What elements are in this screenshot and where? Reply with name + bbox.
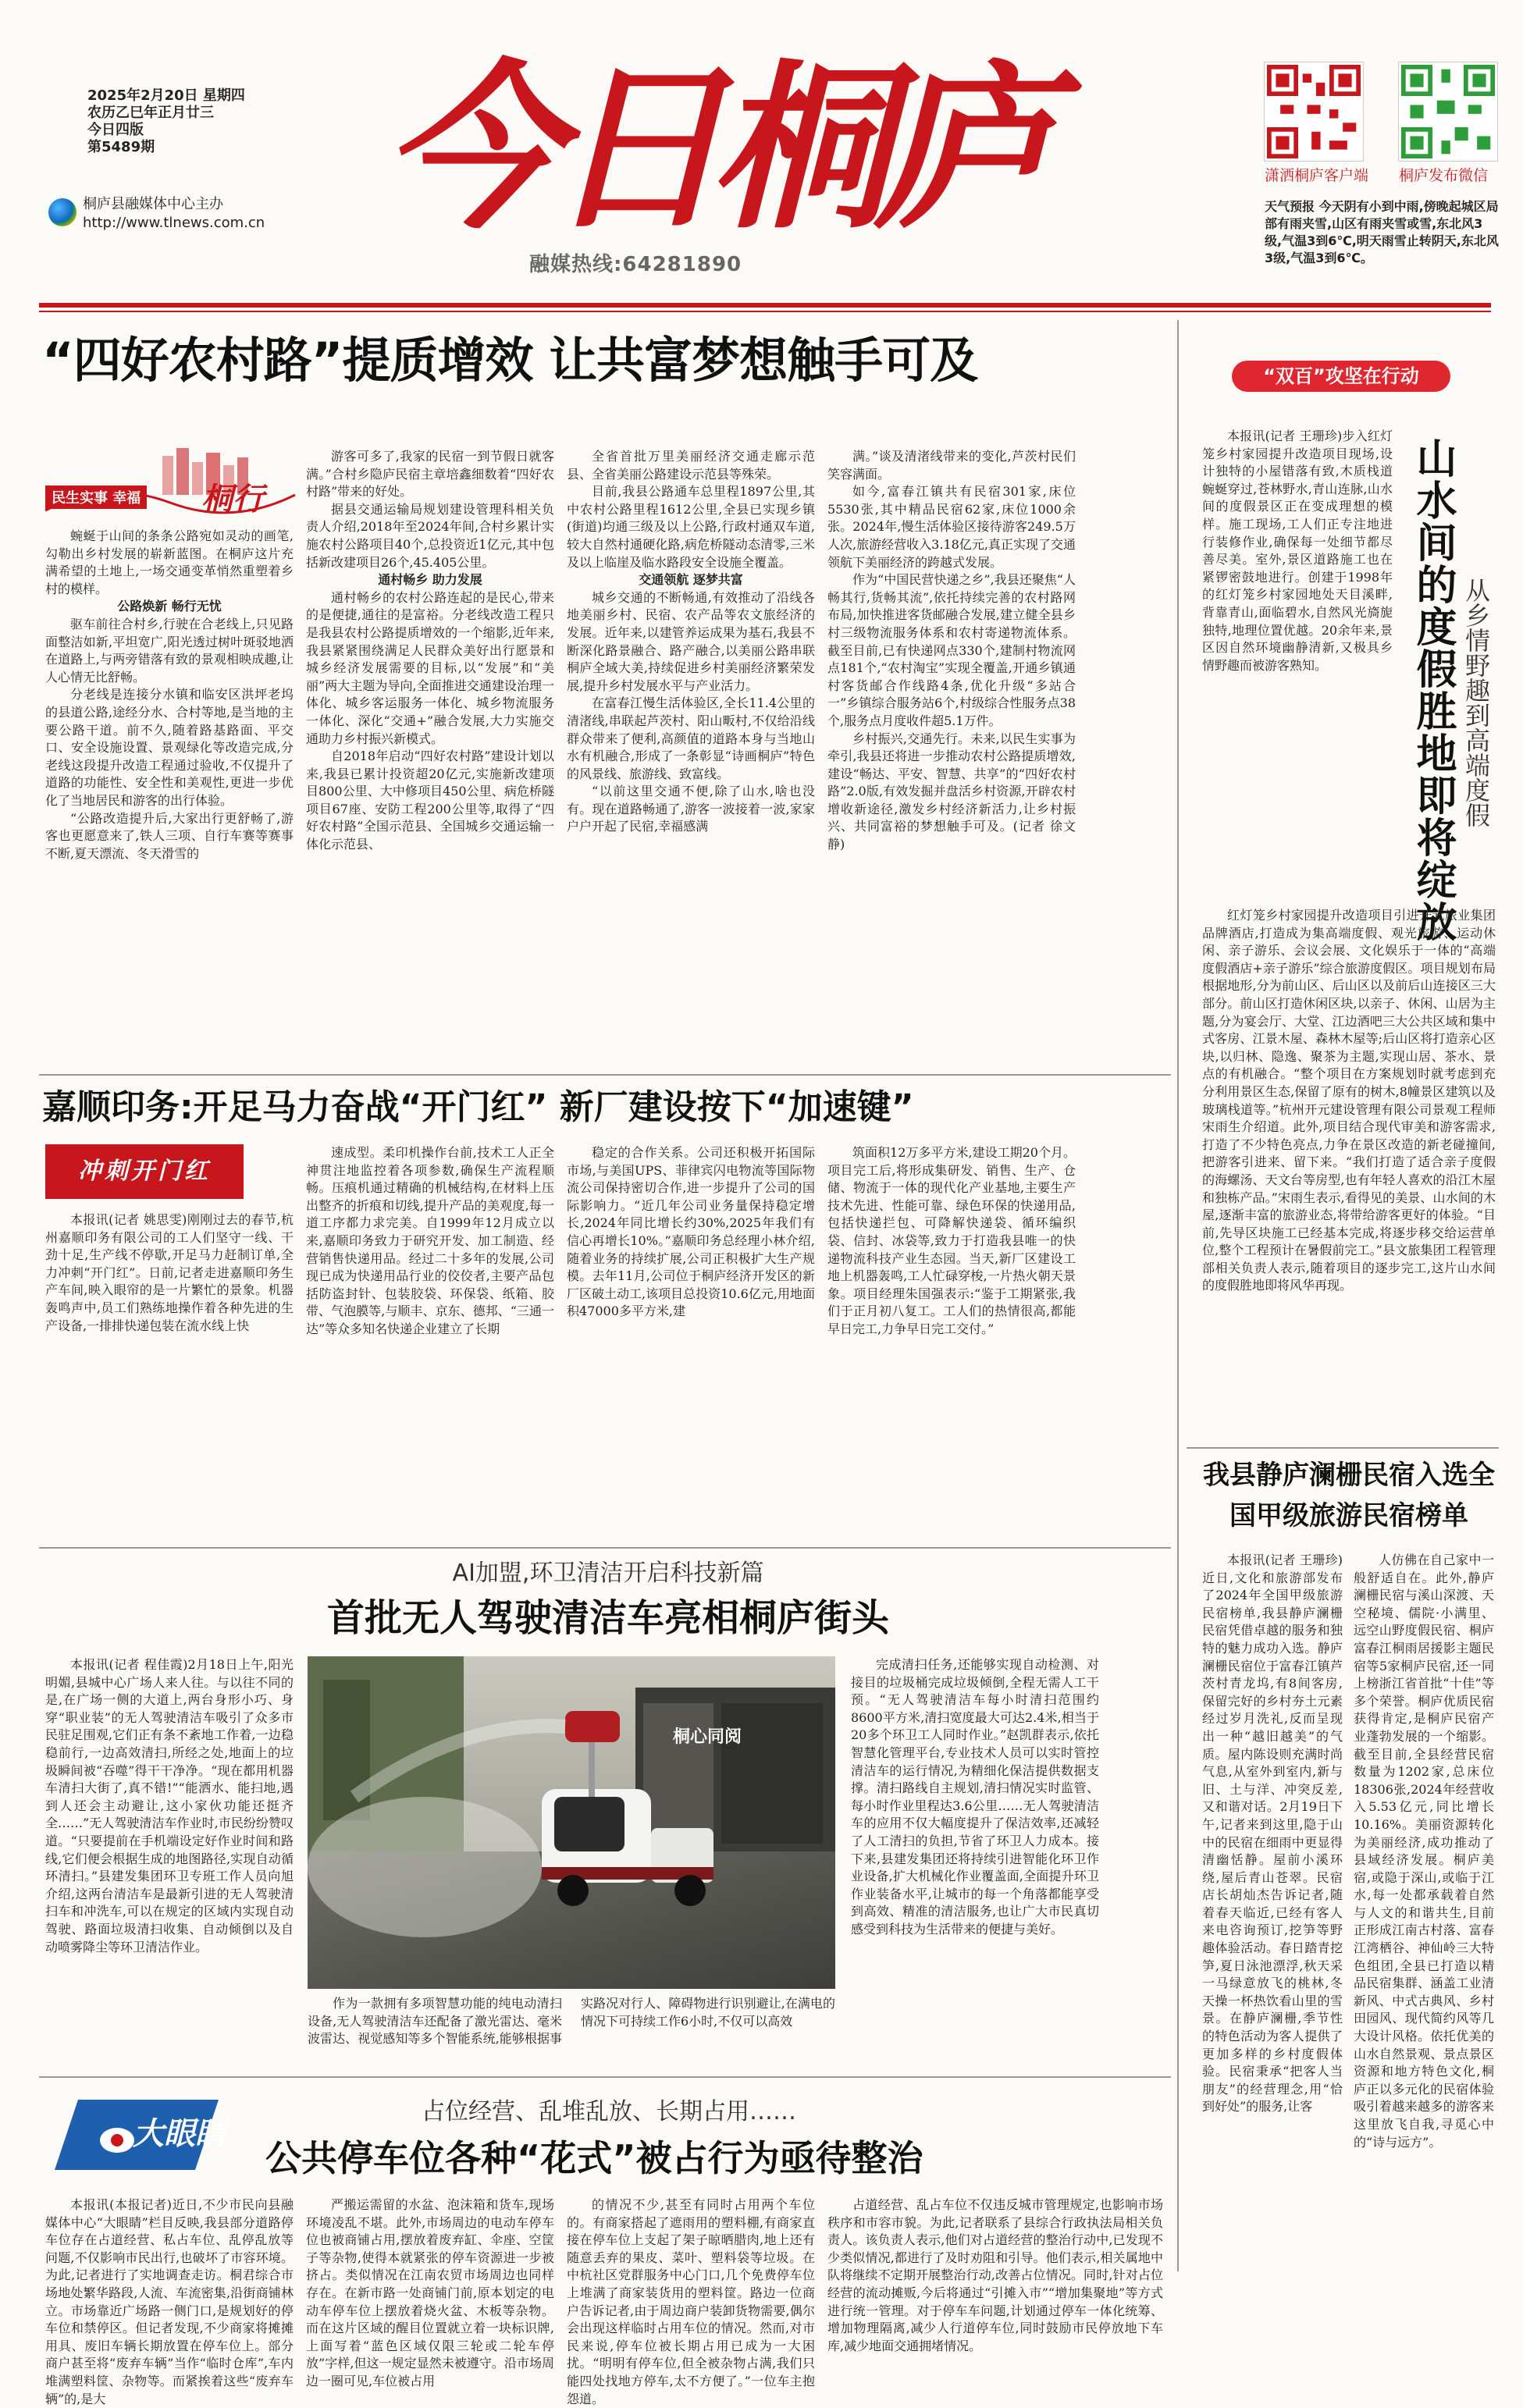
newspaper-title (375, 31, 1046, 258)
section-divider (1187, 1447, 1499, 1449)
paragraph: 筑面积12万多平方米,建设工期20个月。项目完工后,将形成集研发、销售、生产、仓储、物流于一体的现代化产业基地,主要生产技术先进、性能可靠、绿色环保的快递用品,包括快递拦包、可降解快递袋、循环编织袋、信封、冰袋等,致力于打造我县唯一的快递物流科技产业生态园。当天,新厂区建设工地上机器轰鸣,工人忙碌穿梭,一片热火朝天景象。项目经理朱国强表示:“鉴于工期紧张,我们于正月初八复工。工人们的热情很高,都能早日完工,力争早日完工交付。” (827, 1145, 1076, 1336)
article3-col2 (306, 1144, 554, 1539)
paragraph: 如今,富春江镇共有民宿301家,床位5530张,其中精品民宿62家,床位1000余张。2024年,慢生活体验区接待游客249.5万人次,旅游经营收入3.18亿元,真正实现了交通领航下美丽经济的跨越式发展。 (827, 484, 1076, 570)
sponsor-block (48, 195, 265, 233)
cleaning-vehicle-photo (308, 1656, 835, 1989)
subheading: 公路焕新 畅行无忧 (117, 599, 222, 614)
article3-badge (45, 1144, 244, 1199)
paragraph: 本报讯(记者 王珊珍)步入红灯笼乡村家园提升改造项目现场,设计独特的小屋错落有致,木质栈道蜿蜒穿过,苍林野水,青山连脉,山水间的度假景区正在变成理想的模样。施工现场,工人们正专注地进行装修作业,确保每一处细节都尽善尽美。室外,景区道路施工也在紧锣密鼓地进行。创建于1998年的红灯笼乡村家园地处天目溪畔,背靠青山,面临碧水,自然风光旖旎独特,地理位置优越。20余年来,景区因自然环境幽静清新,又极具乡情野趣而被游客熟知。 (1202, 429, 1393, 673)
media-center-logo-icon (48, 198, 77, 226)
section-divider (39, 1547, 1171, 1549)
section-divider (39, 2076, 1171, 2078)
article6-col2 (306, 2196, 554, 2388)
article1-col1 (45, 528, 294, 1066)
paragraph: 本报讯(记者 程佳霞)2月18日上午,阳光明媚,县城中心广场人来人往。与以往不同的是,在广场一侧的大道上,两台身形小巧、身穿“职业装”的无人驾驶清洁车吸引了众多市民驻足围观,它们正有条不紊地工作着,一边稳稳前行,一边高效清扫,所经之处,地面上的垃圾瞬间被“吞噬”得干干净净。“现在都用机器车清扫大街了,真不错!”“能洒水、能扫地,遇到人还会主动避让,这小家伙功能还挺齐全……”无人驾驶清洁车作业时,市民纷纷赞叹道。“只要提前在手机端设定好作业时间和路线,它们便会根据生成的地图路径,实现自动循环清扫。”县建发集团环卫专班工作人员向旭介绍,这两台清洁车是最新引进的无人驾驶清扫车和冲洗车,可以在规定的区域内实现自动驾驶、路面垃圾清扫收集、自动倾倒以及自动喷雾降尘等环卫清洁作业。 (45, 1657, 294, 1954)
lunar-date: 农历乙巳年正月廿三 (87, 105, 214, 121)
badge-label: 大眼睛 (133, 2116, 226, 2152)
paragraph: 本报讯(记者 姚思雯)刚刚过去的春节,杭州嘉顺印务有限公司的工人们坚守一线、干劲十足,生产线不停歇,开足马力赶制订单,全力冲刺“开门红”。日前,记者走进嘉顺印务生产车间,映入眼帘的是一片繁忙的景象。机器轰鸣声中,员工们熟练地操作着各种先进的生产设备,一排排快递包装在流水线上快 (45, 1212, 294, 1333)
big-eyes-badge (47, 2092, 226, 2178)
newspaper-title-text: 今日桐庐 (383, 43, 1038, 254)
paragraph: 自2018年启动“四好农村路”建设计划以来,我县已累计投资超20亿元,实施新改建项目800公里、大中修项目450公里、病危桥隧项目67座、安防工程200公里等,取得了“四好农村路”全国示范县、全国城乡交通运输一体化示范县、 (306, 749, 554, 852)
paragraph: “公路改造提升后,大家出行更舒畅了,游客也更愿意来了,铁人三项、自行车赛等赛事不断,夏天漂流、冬天滑雪的 (45, 810, 294, 861)
paragraph: 本报讯(本报记者)近日,不少市民向县融媒体中心“大眼睛”栏目反映,我县部分道路停车位存在占道经营、私占车位、乱停乱放等问题,不仅影响市民出行,也破坏了市容环境。为此,记者进行了实地调查走访。桐君综合市场地处繁华路段,人流、车流密集,沿街商铺林立。市场靠近广场路一侧门口,是规划好的停车位和禁停区。但记者发现,不少商家将摊摊用具、废旧车辆长期放置在停车位上。部分商户甚至将“废弃车辆”当作“临时仓库”,车内堆满塑料筐、杂物等。而紧挨着这些“废弃车辆”的,是大 (45, 2197, 294, 2406)
article1-col2 (306, 448, 554, 1066)
column-divider (1177, 320, 1179, 2271)
qr-client-label: 潇洒桐庐客户端 (1265, 167, 1369, 184)
paragraph: 游客可多了,我家的民宿一到节假日就客满。”合村乡隐庐民宿主章培鑫细数着“四好农村路”带来的好处。 (306, 449, 554, 500)
website-link[interactable]: http://www.tlnews.com.cn (83, 215, 265, 231)
article3-col3 (567, 1144, 815, 1539)
paragraph: 速成型。柔印机操作台前,技术工人正全神贯注地监控着各项参数,确保生产流程顺畅。压痕机通过精确的机械结构,在材料上压出整齐的折痕和切线,提升产品的美观度,每一道工序都力求完美。自1999年12月成立以来,嘉顺印务致力于研究开发、加工制造、经营销售快递用品。经过二十多年的发展,公司现已成为快递用品行业的佼佼者,主要产品包括防盗封针、包装胶袋、环保袋、纸箱、胶带、气泡膜等,与顺丰、京东、德邦、“三通一达”等众多知名快递企业建立了长期 (306, 1145, 554, 1336)
paragraph: 稳定的合作关系。公司还积极开拓国际市场,与美国UPS、菲律宾闪电物流等国际物流公司保持密切合作,进一步提升了公司的国际影响力。“近几年公司业务量保持稳定增长,2024年同比增长约30%,2025年我们有信心再增长10%。”嘉顺印务总经理小林介绍,随着业务的持续扩展,公司正积极扩大生产规模。去年11月,公司位于桐庐经济开发区的新厂区破土动工,该项目总投资10.6亿元,用地面积47000多平方米,建 (567, 1145, 815, 1319)
weather-forecast: 天气预报 今天阴有小到中雨,傍晚起城区局部有雨夹雪,山区有雨夹雪或雪,东北风3级,气温3到6℃,明天雨雪止转阴天,东北风3级,气温3到6℃。 (1265, 199, 1499, 265)
article2-subhead: 从乡情野趣到高端度假 (1461, 578, 1491, 827)
paragraph: 乡村振兴,交通先行。未来,以民生实事为牵引,我县还将进一步推动农村公路提质增效,建设“畅达、平安、智慧、共享”的“四好农村路”2.0版,有效发掘并盘活乡村资源,开辟农村增收新途径,激发乡村经济新活力,让乡村振兴、共同富裕的梦想触手可及。(记者 徐文静) (827, 731, 1076, 852)
issue-number: 第5489期 (87, 139, 155, 155)
article4-headline[interactable]: 首批无人驾驶清洁车亮相桐庐街头 (326, 1596, 889, 1640)
badge-label: 民生实事 幸福 (45, 486, 147, 509)
paragraph: 人仿佛在自己家中一般舒适自在。此外,静庐澜栅民宿与溪山深渡、天空秘境、儒院·小满里、远空山野度假民宿、桐庐富春江桐雨居援影主题民宿等5家桐庐民宿,还一同上榜浙江省首批“十佳”等多个荣誉。桐庐优质民宿获得肯定,是桐庐民宿产业蓬勃发展的一个缩影。截至目前,全县经营民宿数量为1202家,总床位18306张,2024年经营收入5.53亿元,同比增长10.16%。美丽资源转化为美丽经济,成功推动了县域经济发展。桐庐美宿,或隐于深山,或临于江水,每一处都承载着自然与人文的和谐共生,目前正形成江南古村落、富春江湾栖谷、神仙岭三大特色组团,全县已打造以精品民宿集群、涵盖工业清新风、中式古典风、乡村田园风、现代简约风等几大设计风格。依托优美的山水自然景观、景点景区资源和地方特色文化,桐庐正以多元化的民宿体验吸引着越来越多的游客来这里放飞自我,寻觅心中的“诗与远方”。 (1354, 1553, 1494, 2150)
article6-headline[interactable]: 公共停车位各种“花式”被占行为亟待整治 (265, 2137, 923, 2179)
article6-col3 (567, 2196, 815, 2406)
paragraph: 据县交通运输局规划建设管理科相关负责人介绍,2018年至2024年间,合村乡累计实施农村公路项目40个,总投资近1亿元,其中包括新改建项目26个,45.405公里。 (306, 501, 554, 570)
section-badge: “双百”攻坚在行动 (1232, 361, 1450, 392)
newspaper-title-calligraphy-icon (375, 31, 1046, 258)
paragraph: 蜿蜒于山间的条条公路宛如灵动的画笔,勾勒出乡村发展的崭新蓝图。在桐庐这片充满希望的土地上,一场交通变革悄然重塑着乡村的模样。 (45, 528, 294, 596)
masthead-info (87, 87, 245, 156)
paragraph: 作为一款拥有多项智慧功能的纯电动清扫设备,无人驾驶清洁车还配备了激光雷达、毫米波雷达、视觉感知等多个智能系统,能够根据事实路况对行人、障碍物进行识别避让,在满电的情况下可持续工作6小时,不仅可以高效 (308, 1996, 835, 2047)
paragraph: 完成清扫任务,还能够实现自动检测、对接目的垃圾桶完成垃圾倾倒,全程无需人工干预。“无人驾驶清洁车每小时清扫范围约8600平方米,清扫宽度最大可达2.4米,相当于20多个环卫工人同时作业。”赵凯群表示,依托智慧化管理平台,专业技术人员可以实时管控清洁车的运行情况,为精细化保洁提供数据支撑。清扫路线自主规划,清扫情况实时监管、每小时作业里程达3.6公里……无人驾驶清洁车的应用不仅大幅度提升了保洁效率,还减轻了人工清扫的负担,节省了环卫人力成本。接下来,县建发集团还将持续引进智能化环卫作业设备,扩大机械化作业覆盖面,全面提升环卫作业装备水平,让城市的每一个角落都能享受到高效、精准的清洁服务,也让广大市民真切感受到科技为生活带来的便捷与美好。 (851, 1657, 1099, 1937)
qr-client[interactable] (1265, 62, 1368, 185)
paragraph: 红灯笼乡村家园提升改造项目引进开元旅业集团品牌酒店,打造成为集高端度假、观光旅游、运动休闲、亲子游乐、会议会展、文化娱乐于一体的“高端度假酒店+亲子游乐”综合旅游度假区。项目规划布局根据地形,分为前山区、后山区以及前后山连接区三大部分。前山区打造休闲区块,以亲子、休闲、山居为主题,分为宴会厅、大堂、江边酒吧三大公共区域和集中式客房、江景木屋、森林木屋等;后山区将打造亲心区块,以归林、隐逸、聚茶为主题,实现山居、茶水、景点的有机融合。“整个项目在方案规划时就考虑到充分利用景区生态,保留了原有的树木,8幢景区建筑以及玻璃栈道等。”杭州开元建设管理有限公司景观工程师宋雨生介绍道。此外,项目结合现代审美和游客需求,打造了不少特色亮点,力争在景区改造的新老碰撞间,把游客引进来、留下来。“我们打造了适合亲子度假的海螺汤、天文台等房型,也有年轻人喜欢的沿江木屋和独栋产品。”宋雨生表示,看得见的美景、山水间的木屋,逐渐丰富的旅游业态,将带给游客更好的体验。“目前,先导区块施工已经基本完成,将逐步移交给运营单位,整个工程预计在暑假前完工。”县文旅集团工程管理部相关负责人表示,随着项目的逐步完工,这片山水间的度假胜地即将风华再现。 (1202, 908, 1496, 1293)
subheading: 交通领航 逐梦共富 (639, 572, 743, 588)
hotline: 融媒热线:64281890 (529, 253, 742, 276)
article1-col3 (567, 448, 815, 1066)
paragraph: 严搬运需留的水盆、泡沫箱和货车,现场环境凌乱不堪。此外,市场周边的电动车停车位也被商铺占用,摆放着废弃缸、伞座、空筐子等杂物,使得本就紧张的停车资源进一步被挤占。类似情况在江南农贸市场周边也同样存在。在新市路一处商铺门前,原本划定的电动车停车位上摆放着烧火盆、木板等杂物。而在这片区域的醒目位置就立着一块标识牌,上面写着“蓝色区域仅限三轮或二轮车停放”字样,但这一规定显然未被遵守。沿市场周边一圈可见,车位被占用 (306, 2197, 554, 2388)
article1-col4 (827, 448, 1076, 1066)
badge-label: 冲刺开门红 (78, 1158, 211, 1185)
article3-headline[interactable]: 嘉顺印务:开足马力奋战“开门红” 新厂建设按下“加速键” (42, 1087, 914, 1127)
paragraph: 占道经营、乱占车位不仅违反城市管理规定,也影响市场秩序和市容市貌。为此,记者联系了县综合行政执法局相关负责人。该负责人表示,他们对占道经营的整治行动中,已发现不少类似情况,都进行了及时劝阻和引导。他们表示,相关属地中队将继续不定期开展整治行动,改善占位情况。同时,针对占位经营的流动摊贩,今后将通过“引摊入市”“增加集聚地”等方式进行统一管理。对于停车车问题,计划通过停车一体化统筹、增加物理隔离,减少人行道停车位,同时鼓励市民停放地下车库,减少地面交通拥堵情况。 (827, 2197, 1163, 2353)
article4-col3 (851, 1656, 1099, 2062)
paragraph: 通村畅乡的农村公路连起的是民心,带来的是便捷,通往的是富裕。分老线改造工程只是我县农村公路提质增效的一个缩影,近年来,我县紧紧围绕满足人民群众美好出行愿景和城乡经济发展需要的目标,以“发展”和“美丽”两大主题为导向,全面推进交通建设治理一体化、城乡客运服务一体化、城乡物流服务一体化、深化“交通+”融合发展,大力实施交通助力乡村振兴新模式。 (306, 589, 554, 746)
edition-count: 今日四版 (87, 122, 144, 138)
paragraph: 目前,我县公路通车总里程1897公里,其中农村公路里程1612公里,全县已实现乡镇(街道)均通三级及以上公路,行政村通双车道,较大自然村通硬化路,病危桥隧动态清零,三米及以上临崖及临水路段安全设施全覆盖。 (567, 484, 815, 570)
qr-code-icon (1399, 62, 1497, 161)
article1-headline[interactable]: “四好农村路”提质增效 让共富梦想触手可及 (42, 332, 978, 389)
paragraph: 城乡交通的不断畅通,有效推动了沿线各地美丽乡村、民宿、农产品等农文旅经济的发展。近年来,以建管养运成果为基石,我县不断深化路景融合、路产融合,以美丽公路串联桐庐全域大美,持续促进乡村美丽经济繁荣发展,提升乡村发展水平与产业活力。 (567, 589, 815, 693)
paragraph: 驱车前往合村乡,行驶在合老线上,只见路面整洁如新,平坦宽广,阳光透过树叶斑驳地洒在道路上,与两旁错落有致的景观相映成趣,让人心情无比舒畅。 (45, 616, 294, 685)
article5-col1 (1202, 1552, 1343, 2364)
paragraph: 在富春江慢生活体验区,全长11.4公里的清渚线,串联起芦茨村、阳山畈村,不仅给沿线群众带来了便利,高颜值的道路本身与当地山水有机融合,形成了一条彰显“诗画桐庐”特色的风景线、旅游线、致富线。 (567, 695, 815, 781)
article1-column-badge (45, 448, 295, 518)
paragraph: 满。”谈及清渚线带来的变化,芦茨村民们笑容满面。 (827, 449, 1076, 482)
issue-date: 2025年2月20日 星期四 (87, 87, 245, 104)
masthead-rule (39, 303, 1491, 308)
article2-headline[interactable]: 山水间的度假胜地即将绽放 (1409, 437, 1456, 943)
photo-caption (308, 1995, 835, 2062)
paragraph: 分老线是连接分水镇和临安区洪坪老坞的县道公路,途经分水、合村等地,是当地的主要公路干道。前不久,随着路基路面、平交口、安全设施设置、景观绿化等改造完成,分老线这段提升改造工程通过验收,不仅提升了道路的功能性、安全性和美观性,更进一步优化了当地居民和游客的出行体验。 (45, 687, 294, 808)
article2-col1 (1202, 428, 1393, 896)
article5-col2 (1354, 1552, 1494, 2364)
article6-col1 (45, 2196, 294, 2406)
paragraph: 作为“中国民营快递之乡”,我县还聚焦“人畅其行,货畅其流”,依托持续完善的农村路网布局,加快推进客货邮融合发展,建立健全县乡村三级物流服务体系和农村寄递物流体系。截至目前,已有快递网点330个,建制村物流网点181个,“农村淘宝”实现全覆盖,开通乡镇通村客货邮合作线路4条,优化升级“多站合一”乡镇综合服务站6个,村级综合性服务点38个,服务点月度收件超5.1万件。 (827, 572, 1076, 728)
street-cleaner-photo-icon (308, 1656, 835, 1989)
sponsor-text: 桐庐县融媒体中心主办 (83, 196, 223, 212)
article6-col4 (827, 2196, 1163, 2381)
article3-col1 (45, 1211, 294, 1539)
subheading: 通村畅乡 助力发展 (378, 572, 482, 588)
paragraph: 本报讯(记者 王珊珍)近日,文化和旅游部发布了2024年全国甲级旅游民宿榜单,我县静庐澜栅民宿凭借卓越的服务和独特的魅力成功入选。静庐澜栅民宿位于富春江镇芦茨村青龙坞,有8间客房,保留完好的乡村夯土元素经过岁月洗礼,反而呈现出一种“越旧越美”的气质。屋内陈设则充满时尚气息,从室外到室内,新与旧、土与洋、冲突反差,又和谐对话。2月19日下午,记者来到这里,隐于山中的民宿在细雨中更显得清幽恬静。屋前小溪环绕,屋后青山苍翠。民宿店长胡灿杰告诉记者,随着春天临近,已经有客人来电咨询预订,挖笋等野趣体验活动。春日踏青挖笋,夏日泳池漂浮,秋天采一马绿意放飞的桃林,冬天操一杯热饮看山里的雪景。在静庐澜栅,季节性的特色活动为客人提供了更加多样的乡村度假体验。民宿秉承“把客人当朋友”的经营理念,用“恰到好处”的服务,让客 (1202, 1553, 1343, 2115)
qr-wechat-label: 桐庐发布微信 (1399, 167, 1489, 184)
article6-kicker: 占位经营、乱堆乱放、长期占用…… (422, 2098, 796, 2125)
paragraph: 的情况不少,甚至有同时占用两个车位的。有商家搭起了遮雨用的塑料棚,有商家直接在停车位上支起了架子晾晒腊肉,地上还有随意丢弃的果皮、菜叶、塑料袋等垃圾。在中杭社区党群服务中心门口,几个免费停车位上堆满了商家装货用的塑料筐。路边一位商户告诉记者,由于周边商户装卸货物需要,偶尔会出现这样临时占用车位的情况。然而,对市民来说,停车位被长期占用已成为一大困扰。“明明有停车位,但全被杂物占满,我们只能四处找地方停车,太不方便了。”一位车主抱怨道。 (567, 2197, 815, 2406)
paragraph: 全省首批万里美丽经济交通走廊示范县、全省美丽公路建设示范县等殊荣。 (567, 449, 815, 482)
badge-main: 桐行 (201, 481, 264, 518)
article4-col1 (45, 1656, 294, 2062)
storefront-sign: 桐心同阅 (673, 1727, 742, 1747)
paragraph: “以前这里交通不便,除了山水,啥也没有。现在道路畅通了,游客一波接着一波,家家户户开起了民宿,幸福感满 (567, 784, 815, 834)
qr-code-icon (1265, 62, 1363, 161)
article3-col4 (827, 1144, 1076, 1539)
section-divider (39, 1074, 1171, 1076)
article2-col2 (1202, 907, 1496, 1407)
article5-headline[interactable]: 我县静庐澜栅民宿入选全国甲级旅游民宿榜单 (1203, 1460, 1495, 1531)
article4-kicker: AI加盟,环卫清洁开启科技新篇 (452, 1560, 764, 1587)
masthead-rule-thin (39, 311, 1491, 312)
qr-wechat[interactable] (1399, 62, 1497, 185)
